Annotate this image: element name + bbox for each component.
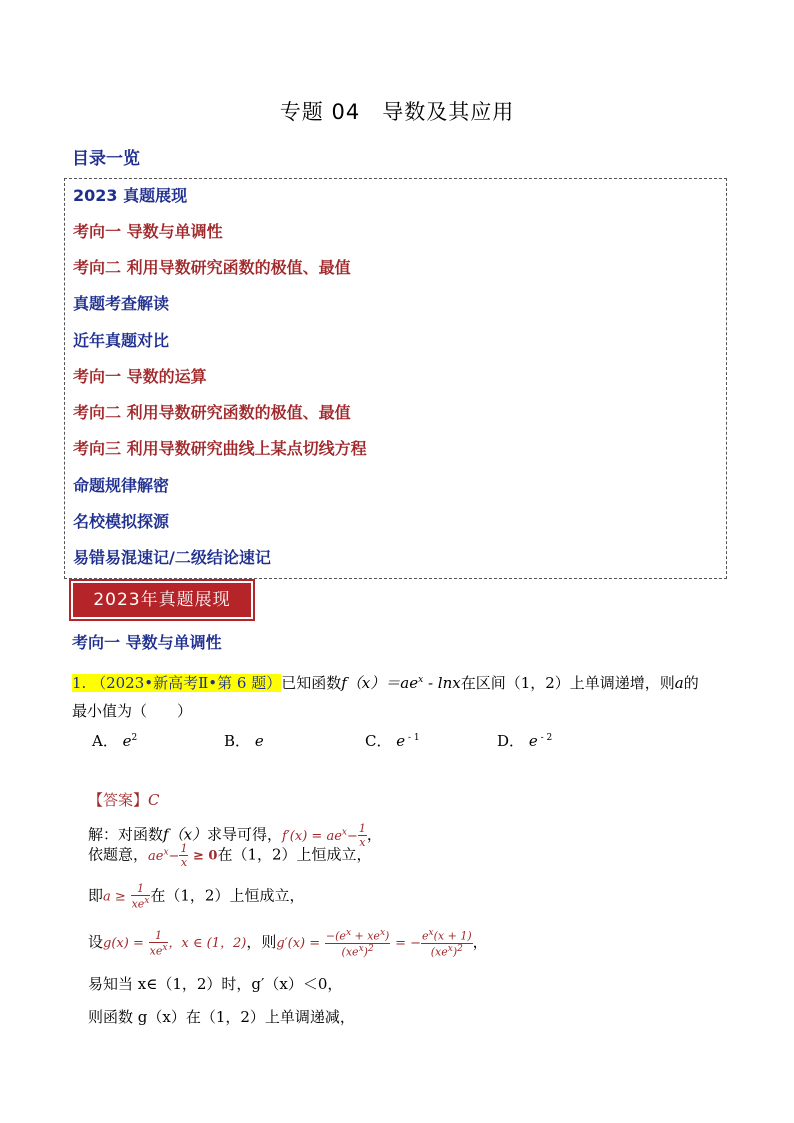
toc-item[interactable]: 考向三 利用导数研究曲线上某点切线方程 xyxy=(73,439,367,458)
toc-item[interactable]: 2023 真题展现 xyxy=(73,186,188,205)
question-function: $f(x)=ae^x - \ln x$ xyxy=(341,674,461,692)
solution-line-5: 易知当 x∈（1，2）时，g′（x）＜0， xyxy=(88,975,343,993)
toc-item[interactable]: 考向二 利用导数研究函数的极值、最值 xyxy=(73,258,351,277)
question-var: a xyxy=(674,674,684,692)
option-d[interactable]: D． e $^{- 2}$ xyxy=(497,732,553,750)
question-tag: 1. （2023•新高考Ⅱ•第 6 题） xyxy=(72,674,282,692)
solution-line-3: 即a ≥ $\frac{1}{xe^x}$ 在（1，2）上恒成立， xyxy=(88,882,305,911)
question-stem: 的 xyxy=(683,674,699,692)
option-a[interactable]: A． $e^2$ xyxy=(92,732,138,750)
toc-item[interactable]: 考向一 导数的运算 xyxy=(73,367,207,386)
question-line2: 最小值为（ ） xyxy=(72,702,193,720)
section-banner xyxy=(73,583,251,617)
banner-text: 2023年真题展现 xyxy=(93,590,231,610)
section-heading: 考向一 导数与单调性 xyxy=(72,633,222,652)
toc-item[interactable]: 考向一 导数与单调性 xyxy=(73,222,223,241)
toc-item[interactable]: 近年真题对比 xyxy=(73,331,170,350)
solution-line-4: 设g(x) = $\frac{1}{xe^x}$ ，x ∈ (1，2)，则g′(x) = $\frac{-(e^x + xe^x)}{(xe^x)^2}$ = − $\frac{e^x(x + 1)}{(xe^x)^2}$ ， xyxy=(88,928,488,959)
answer: 【答案】C xyxy=(88,791,160,809)
question-stem: 在区间（1，2）上单调递增，则 xyxy=(460,674,675,692)
toc-heading: 目录一览 xyxy=(72,149,140,169)
question-stem: 已知函数 xyxy=(281,674,342,692)
toc-box xyxy=(64,178,727,579)
toc-item[interactable]: 真题考查解读 xyxy=(73,294,170,313)
option-c[interactable]: C． e $^{- 1}$ xyxy=(365,732,420,750)
page-title: 专题 04 导数及其应用 xyxy=(279,100,515,124)
toc-item[interactable]: 命题规律解密 xyxy=(73,476,170,495)
question xyxy=(72,666,732,725)
solution-line-2: 依题意，$ae^x-$ $\frac{1}{x}$ ≥ 0在（1，2）上恒成立， xyxy=(88,842,372,869)
toc-item[interactable]: 考向二 利用导数研究函数的极值、最值 xyxy=(73,403,351,422)
toc-item[interactable]: 易错易混速记/二级结论速记 xyxy=(73,548,271,567)
solution-line-1: 解：对函数f（x）求导可得，$f'(x) = ae^x-$ $\frac{1}{x}$ ， xyxy=(88,822,382,849)
option-b[interactable]: B． e xyxy=(224,732,264,750)
toc-item[interactable]: 名校模拟探源 xyxy=(73,512,170,531)
solution-line-6: 则函数 g（x）在（1，2）上单调递减， xyxy=(88,1008,355,1026)
